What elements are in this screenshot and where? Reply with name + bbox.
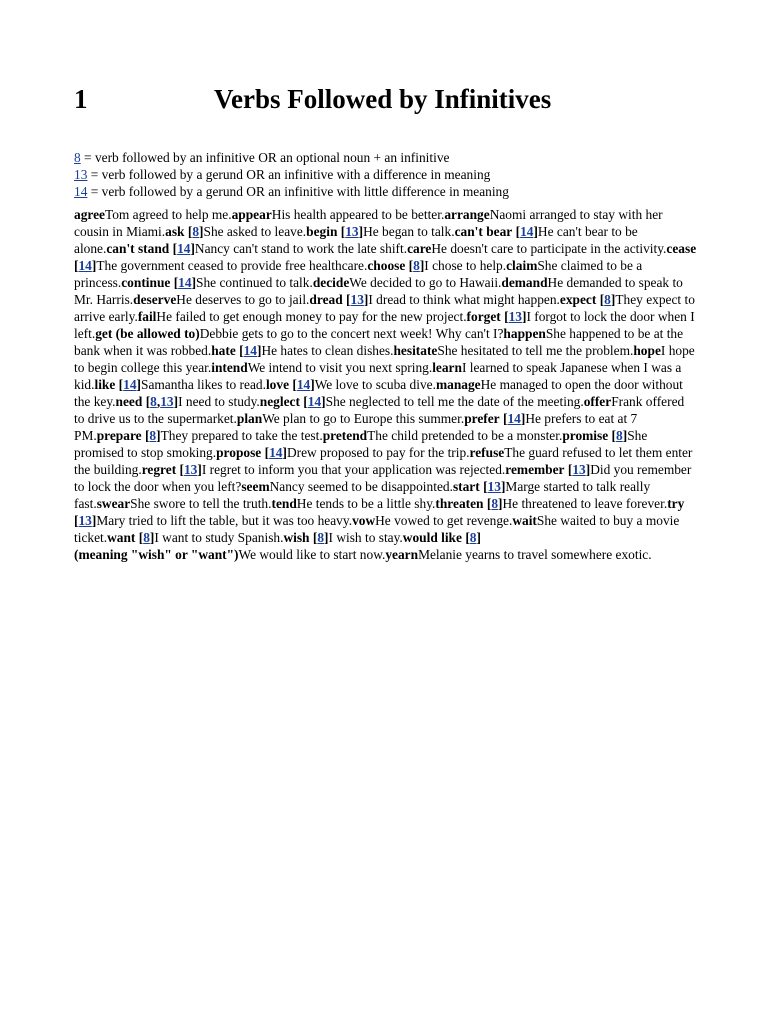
example-sentence: Samantha likes to read. [141,377,266,392]
verb-term: begin [306,224,338,239]
example-sentence: He tends to be a little shy. [296,496,436,511]
reference-group [261,445,287,460]
verb-term: hate [211,343,236,358]
reference-bracket: [ [611,428,617,443]
verb-term: ask [165,224,185,239]
reference-bracket: [ [312,530,318,545]
reference-group [236,343,262,358]
reference-link[interactable]: 13 [487,479,501,494]
legend-code-link-13[interactable]: 13 [74,167,88,182]
verb-term: hesitate [393,343,438,358]
example-sentence: He began to talk. [363,224,455,239]
verb-entry [352,513,512,528]
reference-bracket: [ [144,428,150,443]
example-sentence: Marge started to talk really fast. [74,479,651,511]
reference-bracket: ] [321,394,326,409]
reference-bracket: [ [408,258,414,273]
example-sentence: I learned to speak Japanese when I was a kid. [74,360,682,392]
example-sentence: Nancy can't stand to work the late shift. [194,241,408,256]
example-sentence: The government ceased to provide free healthcare. [96,258,368,273]
verb-term: start [452,479,480,494]
verb-entry [260,394,584,409]
verb-term: swear [96,496,131,511]
example-sentence: He prefers to eat at 7 PM. [74,411,638,443]
verb-term: prefer [464,411,500,426]
verb-term: demand [501,275,548,290]
verb-term: wish [283,530,310,545]
reference-bracket: ] [257,343,262,358]
reference-link[interactable]: 14 [78,258,92,273]
verb-entry [94,377,265,392]
example-sentence: She asked to leave. [203,224,307,239]
reference-link[interactable]: 14 [178,275,192,290]
example-sentence: Mary tried to lift the table, but it was too heavy. [96,513,353,528]
reference-group [74,258,96,273]
reference-group [176,462,202,477]
example-sentence: Nancy seemed to be disappointed. [269,479,453,494]
verb-term: like [94,377,116,392]
verb-term: get (be allowed to) [95,326,200,341]
verb-term: refuse [469,445,505,460]
example-sentence: He failed to get enough money to pay for the new project. [156,309,467,324]
legend-text: = verb followed by a gerund OR an infinitive with a difference in meaning [87,167,491,182]
verb-entry [97,496,272,511]
reference-bracket: ] [191,275,197,290]
example-sentence: She hesitated to tell me the problem. [437,343,634,358]
verb-term: forget [466,309,501,324]
verb-term: tend [271,496,297,511]
example-sentence: His health appeared to be better. [271,207,445,222]
reference-bracket: ] [419,258,425,273]
example-sentence: They expect to arrive early. [74,292,695,324]
verb-term: regret [141,462,177,477]
reference-bracket: ] [91,258,97,273]
legend-line-14 [74,183,714,200]
verb-term: pretend [322,428,368,443]
verb-entry [216,445,469,460]
verb-term: vow [352,513,376,528]
example-sentence: I need to study. [178,394,260,409]
reference-bracket: ] [363,292,369,307]
verb-entry [241,479,453,494]
example-sentence: The child pretended to be a monster. [367,428,563,443]
verb-term: choose [367,258,406,273]
reference-group [484,496,503,511]
reference-link[interactable]: 8 [317,530,325,545]
reference-group [512,224,538,239]
verb-term: seem [241,479,270,494]
page-title: Verbs Followed by Infinitives [214,84,552,114]
reference-bracket: ] [149,530,155,545]
verb-term: continue [121,275,171,290]
reference-link[interactable]: 14 [507,411,521,426]
verb-term: try [667,496,685,511]
example-sentence: Melanie yearns to travel somewhere exotic. [418,547,652,562]
reference-link[interactable]: 8 [150,394,157,409]
example-sentence: Naomi arranged to stay with her cousin in Miami. [74,207,663,239]
example-sentence: We plan to go to Europe this summer. [262,411,465,426]
reference-bracket: ] [282,445,287,460]
reference-group [142,394,178,409]
reference-bracket: ] [91,513,97,528]
verb-entry [385,547,651,562]
reference-group [310,530,329,545]
reference-bracket: ] [520,411,526,426]
verb-term: love [265,377,290,392]
reference-bracket: ] [197,462,202,477]
reference-bracket: [ [483,479,488,494]
reference-bracket: ] [533,224,538,239]
verb-term: threaten [435,496,484,511]
example-sentence: She neglected to tell me the date of the meeting. [325,394,584,409]
reference-bracket: ] [585,462,591,477]
reference-link[interactable]: 14 [296,377,311,392]
reference-link[interactable]: 13 [78,513,92,528]
verb-entry [283,530,402,545]
example-sentence: Did you remember to lock the door when you left? [74,462,692,494]
reference-link[interactable]: 13 [572,462,586,477]
verb-term: promise [562,428,609,443]
reference-link[interactable]: 14 [269,445,283,460]
verb-term: can't stand [106,241,170,256]
verb-entry [313,275,502,290]
example-sentence: They prepared to take the test. [160,428,323,443]
reference-group [480,479,506,494]
reference-bracket: ] [500,479,506,494]
verb-term: care [407,241,432,256]
verb-term: intend [211,360,248,375]
example-sentence: He managed to open the door without the key. [74,377,683,409]
reference-bracket: ] [324,530,329,545]
verb-entry [133,292,309,307]
verb-term: need [115,394,143,409]
reference-group [343,292,369,307]
verb-term: arrange [444,207,490,222]
reference-group [501,309,527,324]
reference-group [170,275,196,290]
example-sentence: Debbie gets to go to the concert next week! Why can't I? [199,326,504,341]
verb-term: can't bear [454,224,513,239]
reference-bracket: [ [567,462,573,477]
verb-entry [211,360,432,375]
reference-group [565,462,591,477]
verb-term: plan [236,411,263,426]
example-sentence: She swore to tell the truth. [130,496,272,511]
verb-term: manage [435,377,481,392]
reference-group [185,224,204,239]
example-sentence: I chose to help. [424,258,507,273]
reference-bracket: [ [340,224,346,239]
verb-list [74,206,697,563]
example-sentence: She continued to talk. [196,275,313,290]
reference-link[interactable]: 14 [307,394,322,409]
verb-term: wait [512,513,537,528]
example-sentence: I forgot to lock the door when I left. [74,309,695,341]
reference-bracket: [ [486,496,492,511]
reference-bracket: [ [118,377,124,392]
verb-term: dread [309,292,343,307]
reference-link[interactable]: 13 [183,462,198,477]
reference-group [405,258,424,273]
reference-link[interactable]: 8 [469,530,477,545]
verb-term: propose [216,445,262,460]
verb-entry [211,343,393,358]
reference-group [115,377,141,392]
reference-bracket: [ [187,224,193,239]
verb-entry [237,411,464,426]
reference-bracket: ] [136,377,141,392]
verb-term: would like [402,530,462,545]
reference-link[interactable]: 14 [243,343,257,358]
example-sentence: Frank offered to drive us to the supermarket. [74,394,685,426]
legend-code-link-8[interactable]: 8 [74,150,81,165]
reference-group [142,428,161,443]
legend-line-13 [74,166,714,183]
reference-bracket: [ [503,411,508,426]
reference-bracket: [ [239,343,244,358]
verb-entry [367,258,506,273]
example-sentence: She waited to buy a movie ticket. [74,513,680,545]
verb-entry [138,309,467,324]
reference-link[interactable]: 8 [491,496,499,511]
reference-separator: , [156,394,161,409]
example-sentence: I wish to stay. [328,530,403,545]
example-sentence: She promised to stop smoking. [74,428,648,460]
reference-bracket: ] [199,224,204,239]
reference-link[interactable]: 14 [177,241,191,256]
legend-code-link-14[interactable]: 14 [74,184,88,199]
reference-group [596,292,615,307]
verb-entry [393,343,633,358]
reference-link[interactable]: 8 [604,292,611,307]
verb-entry [309,292,559,307]
verb-term: neglect [259,394,300,409]
example-sentence: We would like to start now. [238,547,386,562]
example-sentence: He threatened to leave forever. [502,496,668,511]
verb-entry [266,377,436,392]
heading-number: 1 [74,84,88,114]
verb-entry [306,224,454,239]
example-sentence: He doesn't care to participate in the activity. [431,241,667,256]
reference-link[interactable]: 14 [520,224,534,239]
reference-group [289,377,315,392]
example-sentence: I want to study Spanish. [154,530,284,545]
verb-term: want [107,530,136,545]
reference-link[interactable]: 8 [616,428,623,443]
verb-entry [97,428,323,443]
reference-link[interactable]: 13 [508,309,522,324]
reference-bracket: ] [610,292,616,307]
example-sentence: He vowed to get revenge. [375,513,513,528]
verb-entry [435,496,667,511]
reference-link[interactable]: 13 [160,394,174,409]
reference-bracket: ] [156,428,161,443]
legend [74,149,714,200]
verb-entry [165,224,306,239]
reference-bracket: [ [145,394,151,409]
legend-line-8 [74,149,714,166]
example-sentence: I dread to think what might happen. [368,292,560,307]
verb-term: fail [137,309,157,324]
reference-group [74,513,96,528]
verb-term: remember [505,462,565,477]
reference-bracket: [ [74,513,79,528]
reference-bracket: [ [74,258,79,273]
reference-group [462,530,481,545]
verb-term: appear [231,207,272,222]
example-sentence: I hope to begin college this year. [74,343,695,375]
reference-link[interactable]: 14 [123,377,137,392]
example-sentence: Drew proposed to pay for the trip. [286,445,470,460]
verb-term: cease [666,241,697,256]
reference-bracket: ] [521,309,527,324]
reference-bracket: ] [476,530,481,545]
reference-bracket: [ [515,224,521,239]
reference-link[interactable]: 13 [350,292,364,307]
reference-bracket: [ [465,530,470,545]
verb-entry [142,462,506,477]
verb-term: deserve [133,292,177,307]
example-sentence: The guard refused to let them enter the building. [74,445,693,477]
verb-term: claim [506,258,538,273]
verb-term: prepare [96,428,142,443]
example-sentence: She claimed to be a princess. [74,258,643,290]
reference-bracket: ] [173,394,179,409]
reference-group [608,428,627,443]
example-sentence: She happened to be at the bank when it was robbed. [74,326,684,358]
verb-note: (meaning "wish" or "want") [74,547,239,562]
reference-link[interactable]: 8 [149,428,157,443]
verb-term: happen [503,326,546,341]
reference-link[interactable]: 8 [192,224,200,239]
verb-entry [323,428,563,443]
example-sentence: He demanded to speak to Mr. Harris. [74,275,683,307]
reference-bracket: [ [179,462,184,477]
reference-group [500,411,526,426]
verb-term: learn [432,360,462,375]
verb-entry [116,394,260,409]
reference-bracket: [ [504,309,509,324]
legend-text: = verb followed by a gerund OR an infinitive with little difference in meaning [87,184,509,199]
example-sentence: Tom agreed to help me. [104,207,232,222]
verb-entry [271,496,435,511]
reference-bracket: ] [190,241,195,256]
verb-term: expect [559,292,597,307]
reference-bracket: [ [138,530,144,545]
example-sentence: I regret to inform you that your application was rejected. [201,462,506,477]
reference-link[interactable]: 8 [143,530,150,545]
reference-group [169,241,195,256]
example-sentence: We love to scuba dive. [314,377,436,392]
verb-entry [106,241,407,256]
reference-group [337,224,363,239]
verb-term: agree [74,207,105,222]
legend-text: = verb followed by an infinitive OR an optional noun + an infinitive [80,150,450,165]
reference-bracket: ] [310,377,315,392]
verb-entry [107,530,283,545]
example-sentence: He can't bear to be alone. [74,224,638,256]
reference-bracket: [ [346,292,351,307]
reference-bracket: [ [173,275,179,290]
verb-entry [74,207,232,222]
reference-bracket: [ [292,377,297,392]
verb-term: hope [633,343,661,358]
example-sentence: We decided to go to Hawaii. [349,275,502,290]
reference-group [135,530,154,545]
reference-bracket: [ [264,445,270,460]
verb-term: yearn [385,547,419,562]
reference-bracket: [ [172,241,178,256]
example-sentence: We intend to visit you next spring. [247,360,433,375]
verb-entry [121,275,313,290]
verb-entry [95,326,503,341]
verb-entry [232,207,445,222]
example-sentence: He hates to clean dishes. [261,343,394,358]
reference-group [300,394,326,409]
reference-bracket: ] [358,224,364,239]
reference-bracket: ] [498,496,503,511]
verb-entry [407,241,666,256]
reference-link[interactable]: 8 [413,258,420,273]
reference-link[interactable]: 13 [345,224,359,239]
verb-term: decide [312,275,350,290]
reference-bracket: [ [599,292,605,307]
reference-bracket: ] [622,428,628,443]
reference-bracket: [ [303,394,308,409]
example-sentence: He deserves to go to jail. [176,292,310,307]
verb-term: offer [583,394,612,409]
